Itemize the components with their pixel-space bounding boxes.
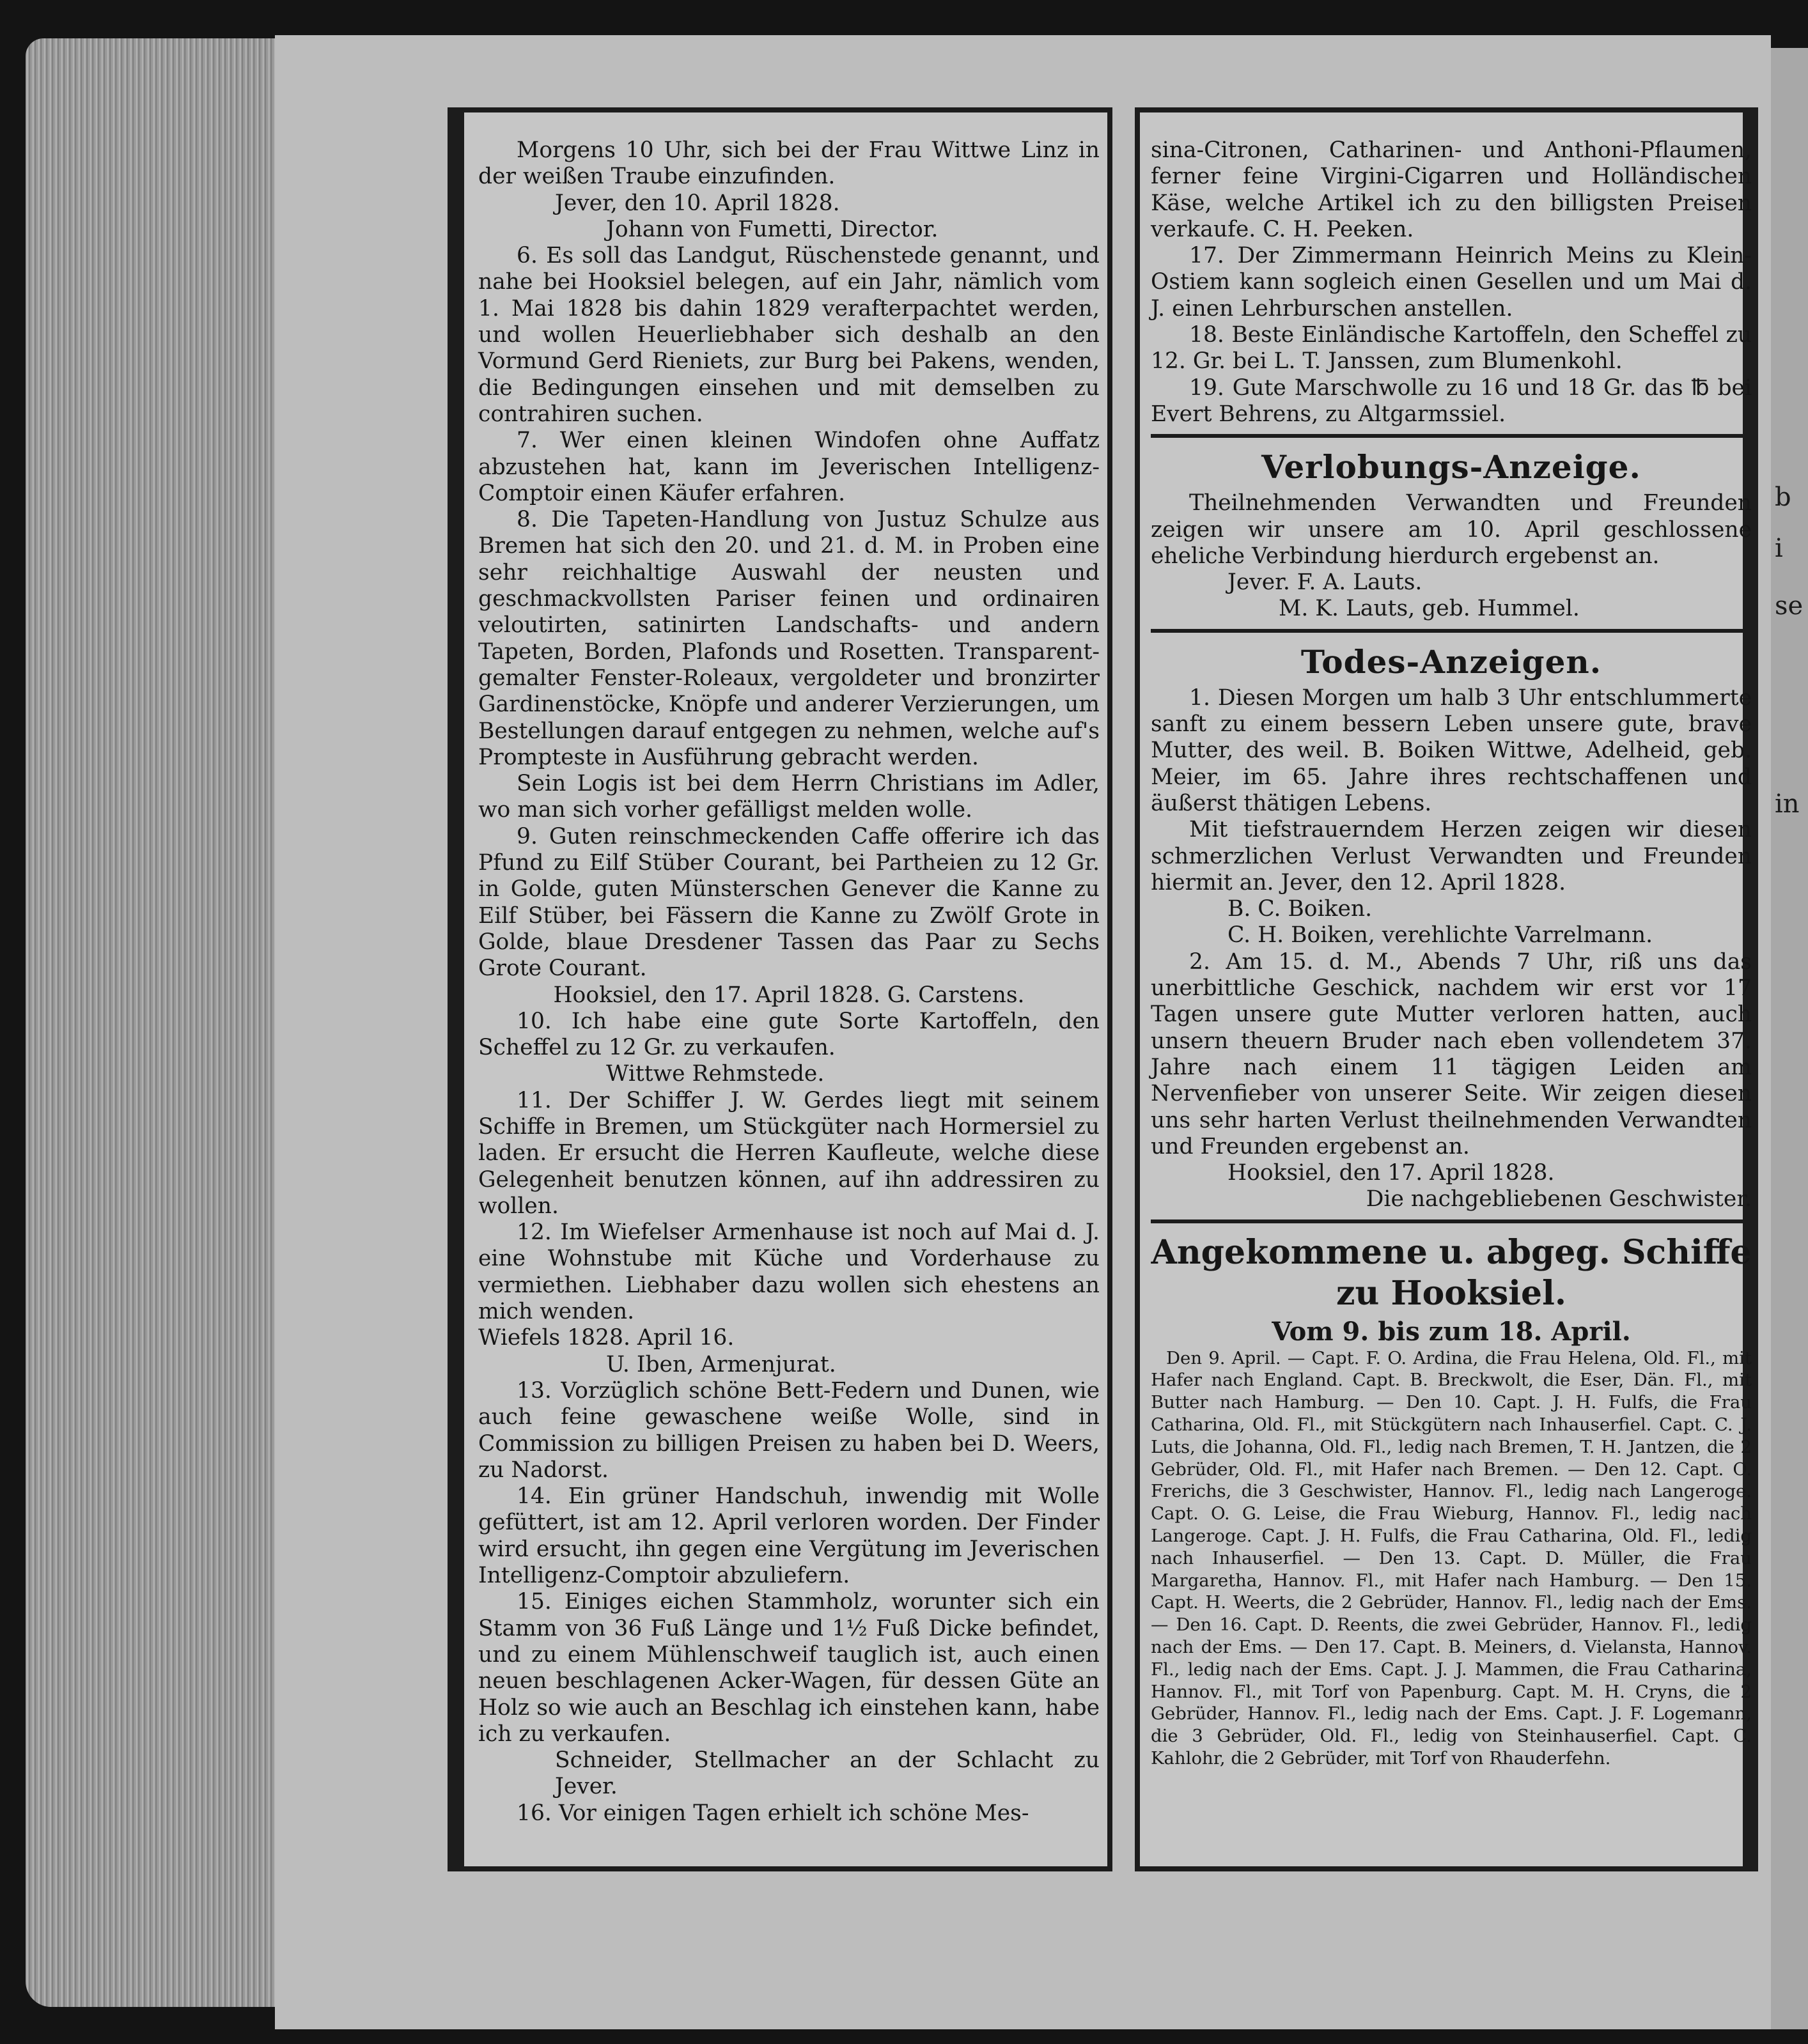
notice-paragraph: Theilnehmenden Verwandten und Freunden zeigen wir unsere am 10. April geschlossene eheliche Verbindung hierdurch ergebenst an.	[1151, 490, 1752, 569]
notice-paragraph: 7. Wer einen kleinen Windofen ohne Auffatz abzustehen hat, kann im Jeverischen Intelligenz-Comptoir einen Käufer erfahren.	[478, 428, 1100, 506]
notice-paragraph: Jever. F. A. Lauts.	[1227, 569, 1422, 596]
notice-paragraph: 8. Die Tapeten-Handlung von Justuz Schulze aus Bremen hat sich den 20. und 21. d. M. in Proben eine sehr reichhaltige Auswahl der neusten und geschmackvollsten Pariser feinen und ordinairen veloutirten, satinirten Landschafts- und andern Tapeten, Borden, Plafonds und Rosetten. Transparent-gemalter Fenster-Roleaux, vergoldeter und bronzirter Gardinenstöcke, Knöpfe und anderer Verzierungen, um Bestellungen darauf entgegen zu nehmen, welche auf's Prompteste in Ausführung gebracht werden.	[478, 507, 1100, 770]
betrothal-heading: Verlobungs-Anzeige.	[1261, 448, 1641, 486]
notice-paragraph: 11. Der Schiffer J. W. Gerdes liegt mit seinem Schiffe in Bremen, um Stückgüter nach Hormersiel zu laden. Er ersucht die Herren Kaufleute, welche diese Gelegenheit benutzen können, auf ihn addressiren zu wollen.	[478, 1087, 1100, 1219]
next-page-fragment: se	[1775, 591, 1804, 621]
notice-paragraph: Mit tiefstrauerndem Herzen zeigen wir diesen schmerzlichen Verlust Verwandten und Freunden hiermit an. Jever, den 12. April 1828.	[1151, 817, 1752, 895]
notice-paragraph: 13. Vorzüglich schöne Bett-Federn und Dunen, wie auch feine gewaschene weiße Wolle, sind in Commission zu billigen Preisen zu haben bei D. Weers, zu Nadorst.	[478, 1377, 1100, 1483]
notice-paragraph: 18. Beste Einländische Kartoffeln, den Scheffel zu 12. Gr. bei L. T. Janssen, zum Blumenkohl.	[1151, 322, 1752, 375]
notice-paragraph: Jever, den 10. April 1828.	[555, 190, 840, 216]
right-top-ads	[1151, 137, 1752, 428]
death-notices	[1151, 685, 1752, 1213]
notice-paragraph: Johann von Fumetti, Director.	[606, 216, 939, 242]
betrothal-notice	[1151, 490, 1752, 622]
notice-paragraph: 15. Einiges eichen Stammholz, worunter sich ein Stamm von 36 Fuß Länge und 1½ Fuß Dicke befindet, und zu einem Mühlenschweif tauglich ist, auch einen neuen beschlagenen Acker-Wagen, für dessen Güte an Holz so wie auch an Beschlag ich einstehen kann, habe ich zu verkaufen.	[478, 1589, 1100, 1747]
notice-paragraph: 16. Vor einigen Tagen erhielt ich schöne Mes-	[517, 1800, 1029, 1826]
next-page-fragment: i	[1775, 534, 1783, 563]
notice-paragraph: 9. Guten reinschmeckenden Caffe offerire ich das Pfund zu Eilf Stüber Courant, bei Partheien zu 12 Gr. in Golde, guten Münsterschen Genever die Kanne zu Eilf Stüber, bei Fässern die Kanne zu Zwölf Grote in Golde, blaue Dresdener Tassen das Paar zu Sechs Grote Courant.	[478, 823, 1100, 982]
notice-paragraph: 1. Diesen Morgen um halb 3 Uhr entschlummerte sanft zu einem bessern Leben unsere gute, brave Mutter, des weil. B. Boiken Wittwe, Adelheid, geb. Meier, im 65. Jahre ihres rechtschaffenen und äußerst thätigen Lebens.	[1151, 685, 1752, 816]
section-divider	[1151, 629, 1752, 633]
notice-paragraph: M. K. Lauts, geb. Hummel.	[1279, 596, 1580, 622]
notice-paragraph: U. Iben, Armenjurat.	[606, 1351, 836, 1377]
notice-paragraph: 6. Es soll das Landgut, Rüschenstede genannt, und nahe bei Hooksiel belegen, auf ein Jahr, nämlich vom 1. Mai 1828 bis dahin 1829 verafterpachtet werden, und wollen Heuerliebhaber sich deshalb an den Vormund Gerd Rieniets, zur Burg bei Pakens, wenden, die Bedingungen einsehen und mit demselben zu contrahiren suchen.	[478, 243, 1100, 427]
left-column	[478, 137, 1100, 1827]
ships-heading: Angekommene u. abgeg. Schiffe zu Hooksiel.	[1151, 1232, 1752, 1313]
notice-paragraph: Hooksiel, den 17. April 1828. G. Carstens.	[553, 982, 1025, 1008]
ships-date-range: Vom 9. bis zum 18. April.	[1272, 1316, 1631, 1347]
next-page-fragment: in	[1775, 789, 1800, 819]
next-page-edge	[1771, 48, 1808, 2029]
notice-paragraph: 10. Ich habe eine gute Sorte Kartoffeln, den Scheffel zu 12 Gr. zu verkaufen.	[478, 1008, 1100, 1061]
notice-paragraph: 19. Gute Marschwolle zu 16 und 18 Gr. das ℔ bei Evert Behrens, zu Altgarmssiel.	[1151, 375, 1752, 427]
notice-paragraph: 17. Der Zimmermann Heinrich Meins zu Klein-Ostiem kann sogleich einen Gesellen und um Mai d. J. einen Lehrburschen anstellen.	[1151, 243, 1752, 321]
section-divider	[1151, 434, 1752, 438]
ships-list: Den 9. April. — Capt. F. O. Ardina, die Frau Helena, Old. Fl., mit Hafer nach England. Capt. B. Breckwolt, die Eser, Dän. Fl., mit Butter nach Hamburg. — Den 10. Capt. J. H. Fulfs, die Frau Catharina, Old. Fl., mit Stückgütern nach Inhauserfiel. Capt. C. J. Luts, die Johanna, Old. Fl., ledig nach Bremen, T. H. Jantzen, die 2 Gebrüder, Old. Fl., mit Hafer nach Bremen. — Den 12. Capt. O. Frerichs, die 3 Geschwister, Hannov. Fl., ledig nach Langeroge. Capt. O. G. Leise, die Frau Wieburg, Hannov. Fl., ledig nach Langeroge. Capt. J. H. Fulfs, die Frau Catharina, Old. Fl., ledig nach Inhauserfiel. — Den 13. Capt. D. Müller, die Frau Margaretha, Hannov. Fl., mit Hafer nach Hamburg. — Den 15. Capt. H. Weerts, die 2 Gebrüder, Hannov. Fl., ledig nach der Ems. — Den 16. Capt. D. Reents, die zwei Gebrüder, Hannov. Fl., ledig nach der Ems. — Den 17. Capt. B. Meiners, d. Vielansta, Hannov. Fl., ledig nach der Ems. Capt. J. J. Mammen, die Frau Catharina, Hannov. Fl., mit Torf von Papenburg. Capt. M. H. Cryns, die 2 Gebrüder, Hannov. Fl., ledig nach der Ems. Capt. J. F. Logemann, die 3 Gebrüder, Old. Fl., ledig von Steinhauserfiel. Capt. C. Kahlohr, die 2 Gebrüder, mit Torf von Rhauderfehn.	[1151, 1347, 1752, 1769]
notice-paragraph: Morgens 10 Uhr, sich bei der Frau Wittwe Linz in der weißen Traube einzufinden.	[478, 137, 1100, 190]
notice-paragraph: Schneider, Stellmacher an der Schlacht zu Jever.	[555, 1747, 1100, 1800]
notice-paragraph: Die nachgebliebenen Geschwister.	[1366, 1186, 1752, 1212]
notice-paragraph: C. H. Boiken, verehlichte Varrelmann.	[1227, 922, 1653, 948]
notice-paragraph: Wiefels 1828. April 16.	[478, 1325, 735, 1351]
notice-paragraph: 14. Ein grüner Handschuh, inwendig mit Wolle gefüttert, ist am 12. April verloren worden. Der Finder wird ersucht, ihn gegen eine Vergütung im Jeverischen Intelligenz-Comptoir abzuliefern.	[478, 1483, 1100, 1589]
notice-paragraph: sina-Citronen, Catharinen- und Anthoni-Pflaumen, ferner feine Virgini-Cigarren und Holländischen Käse, welche Artikel ich zu den billigsten Preisen verkaufe. C. H. Peeken.	[1151, 137, 1752, 242]
deaths-heading: Todes-Anzeigen.	[1300, 642, 1602, 681]
section-divider	[1151, 1219, 1752, 1223]
notice-paragraph: Hooksiel, den 17. April 1828.	[1227, 1160, 1555, 1186]
notice-paragraph: Wittwe Rehmstede.	[606, 1061, 825, 1087]
notice-paragraph: B. C. Boiken.	[1227, 896, 1373, 922]
next-page-fragment: b	[1775, 483, 1791, 512]
notice-paragraph: 2. Am 15. d. M., Abends 7 Uhr, riß uns das unerbittliche Geschick, nachdem wir erst vor 17 Tagen unsere gute Mutter verloren hatten, auch unsern theuern Bruder nach eben vollendetem 37. Jahre nach einem 11 tägigen Leiden am Nervenfieber von unserer Seite. Wir zeigen diesen uns sehr harten Verlust theilnehmenden Verwandten und Freunden ergebenst an.	[1151, 948, 1752, 1159]
book-page-edges	[26, 38, 281, 2007]
notice-paragraph: Sein Logis ist bei dem Herrn Christians im Adler, wo man sich vorher gefälligst melden wolle.	[478, 771, 1100, 823]
right-column	[1151, 137, 1752, 1770]
notice-paragraph: 12. Im Wiefelser Armenhause ist noch auf Mai d. J. eine Wohnstube mit Küche und Vorderhause zu vermiethen. Liebhaber dazu wollen sich ehestens an mich wenden.	[478, 1219, 1100, 1325]
